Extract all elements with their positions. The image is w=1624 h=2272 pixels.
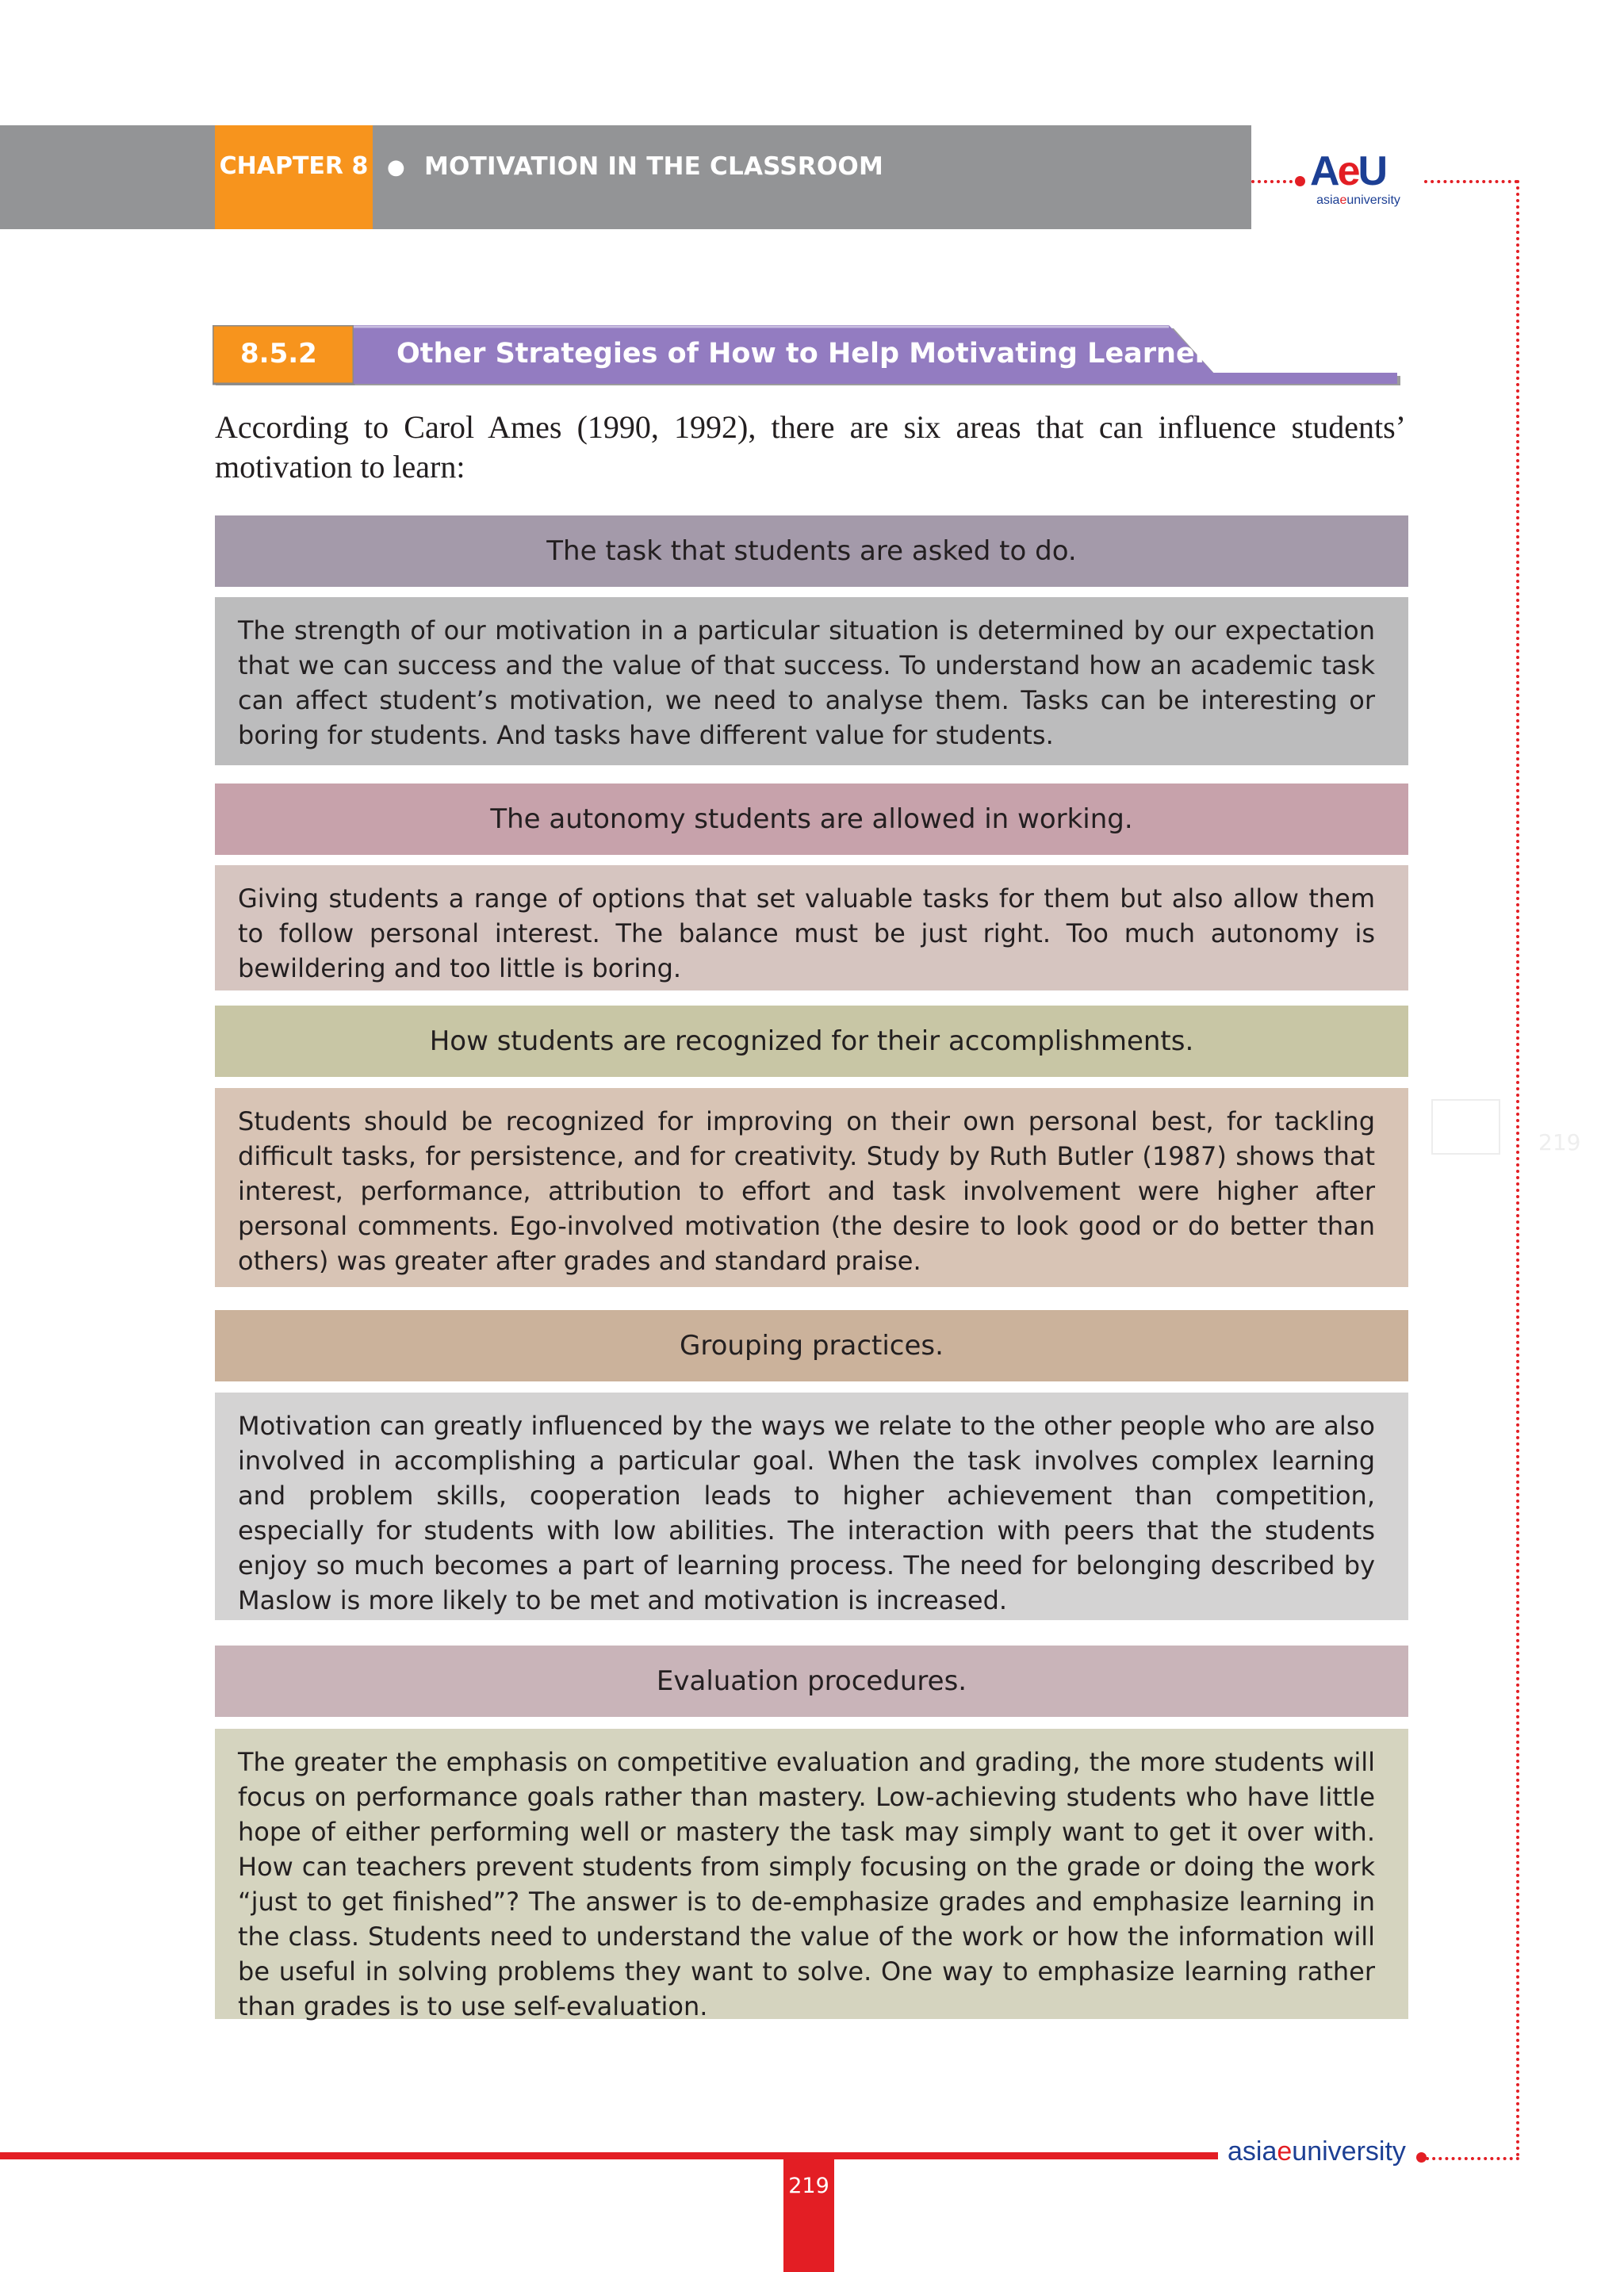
area-body-text: The strength of our motivation in a particular situation is determined by our expectation that we can success and the value of that success. To understand how an academic task can affect student’s motivation, we need to analyse them. Tasks can be interesting or boring for students. And tasks have different value for students.: [238, 615, 1375, 750]
intro-paragraph: According to Carol Ames (1990, 1992), there are six areas that can influence students’ motivation to learn:: [215, 409, 1406, 485]
logo-dot: [1295, 176, 1305, 186]
footer-brand: asiaeuniversity: [1228, 2136, 1406, 2167]
section-heading: [213, 325, 1400, 393]
footer-rule: [0, 2152, 1218, 2159]
header-bullet: ●: [387, 155, 405, 179]
chapter-label: CHAPTER 8: [215, 125, 373, 229]
area-body-text: Students should be recognized for improving on their own personal best, for tackling difficult tasks, for persistence, and for creativity. Study by Ruth Butler (1987) shows that interest, performance, attribution to effort and task involvement were higher after personal comments. Ego-involved motivation (the desire to look good or do better than others) was greater after grades and standard praise.: [238, 1106, 1375, 1276]
dotted-rule-bottom: [1426, 2157, 1519, 2160]
dotted-rule-right: [1516, 180, 1519, 2159]
area-body: [215, 1088, 1408, 1287]
dotted-rule-top-left: [1251, 180, 1299, 183]
area-body: [215, 865, 1408, 990]
area-body-text: The greater the emphasis on competitive evaluation and grading, the more students will focus on performance goals rather than mastery. Low-achieving students who have little hope of either performing well or mastery the task may simply want to get it over with. How can teachers prevent students from simply focusing on the grade or doing the work “just to get finished”? The answer is to de-emphasize grades and emphasize learning in the class. Students need to understand the value of the work or how the information will be useful in solving problems they want to solve. One way to emphasize learning rather than grades is to use self-evaluation.: [238, 1747, 1375, 2021]
page-number: 219: [783, 2159, 834, 2272]
section-title: Other Strategies of How to Help Motivating Learners: [396, 338, 1225, 370]
area-body: [215, 1393, 1408, 1620]
side-page-number: 219: [1538, 1129, 1581, 1155]
dotted-rule-top-right: [1424, 180, 1518, 183]
area-title: Grouping practices.: [215, 1310, 1408, 1381]
side-thumb-box: [1431, 1099, 1500, 1155]
area-body-text: Giving students a range of options that set valuable tasks for them but also allow them to follow personal interest. The balance must be just right. Too much autonomy is bewildering and too little is boring.: [238, 883, 1375, 983]
area-title: How students are recognized for their accomplishments.: [215, 1006, 1408, 1077]
area-body-text: Motivation can greatly influenced by the ways we relate to the other people who are also involved in accomplishing a particular goal. When the task involves complex learning and problem skills, cooperation leads to higher achievement than competition, especially for students with low abilities. The interaction with peers that the students enjoy so much becomes a part of learning process. The need for belonging described by Maslow is more likely to be met and motivation is increased.: [238, 1411, 1375, 1615]
area-body: [215, 597, 1408, 765]
logo-wordmark: asiaeuniversity: [1316, 193, 1400, 207]
area-title: The autonomy students are allowed in working.: [215, 784, 1408, 855]
area-body: [215, 1729, 1408, 2019]
area-title: Evaluation procedures.: [215, 1646, 1408, 1717]
section-number: 8.5.2: [240, 338, 317, 370]
aeu-logo: AeU: [1310, 148, 1386, 194]
chapter-title: MOTIVATION IN THE CLASSROOM: [424, 152, 884, 181]
area-title: The task that students are asked to do.: [215, 515, 1408, 587]
